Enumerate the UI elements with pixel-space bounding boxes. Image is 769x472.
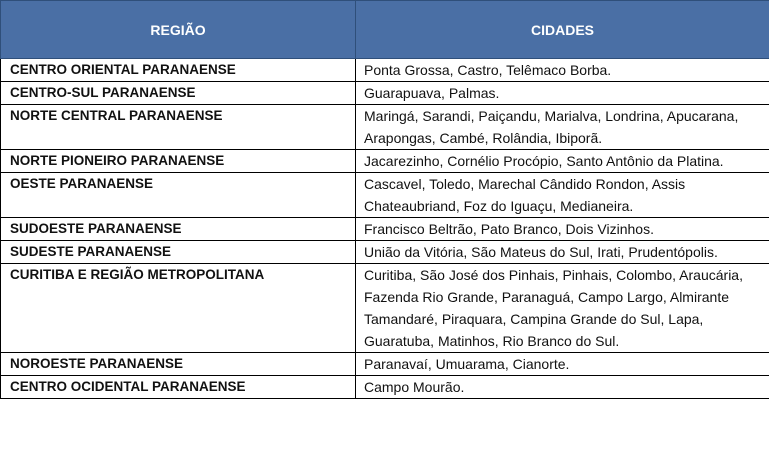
region-cell: NORTE PIONEIRO PARANAENSE	[1, 150, 356, 173]
header-row	[1, 1, 769, 59]
table-row	[1, 59, 769, 82]
region-cell: SUDOESTE PARANAENSE	[1, 218, 356, 241]
cities-cell: Guarapuava, Palmas.	[356, 82, 769, 105]
cities-cell: Campo Mourão.	[356, 376, 769, 399]
table-row	[1, 150, 769, 173]
cities-cell: Curitiba, São José dos Pinhais, Pinhais, Colombo, Araucária, Fazenda Rio Grande, Paranaguá, Campo Largo, Almirante Tamandaré, Piraquara, Campina Grande do Sul, Lapa, Guaratuba, Matinhos, Rio Branco do Sul.	[356, 264, 769, 353]
region-cell: SUDESTE PARANAENSE	[1, 241, 356, 264]
cities-cell: Francisco Beltrão, Pato Branco, Dois Vizinhos.	[356, 218, 769, 241]
region-cell: OESTE PARANAENSE	[1, 173, 356, 218]
table-row	[1, 264, 769, 353]
cities-cell: Ponta Grossa, Castro, Telêmaco Borba.	[356, 59, 769, 82]
table-row	[1, 173, 769, 218]
table-header	[1, 1, 769, 59]
table-row	[1, 241, 769, 264]
header-cities: CIDADES	[356, 1, 769, 59]
cities-cell: União da Vitória, São Mateus do Sul, Irati, Prudentópolis.	[356, 241, 769, 264]
table-row	[1, 353, 769, 376]
table-row	[1, 105, 769, 150]
region-cell: CENTRO ORIENTAL PARANAENSE	[1, 59, 356, 82]
region-cell: NOROESTE PARANAENSE	[1, 353, 356, 376]
cities-cell: Paranavaí, Umuarama, Cianorte.	[356, 353, 769, 376]
header-region: REGIÃO	[1, 1, 356, 59]
table-row	[1, 82, 769, 105]
region-cell: CENTRO OCIDENTAL PARANAENSE	[1, 376, 356, 399]
cities-cell: Jacarezinho, Cornélio Procópio, Santo Antônio da Platina.	[356, 150, 769, 173]
table-row	[1, 218, 769, 241]
table-row	[1, 376, 769, 399]
region-cell: NORTE CENTRAL PARANAENSE	[1, 105, 356, 150]
region-cell: CENTRO-SUL PARANAENSE	[1, 82, 356, 105]
cities-cell: Maringá, Sarandi, Paiçandu, Marialva, Londrina, Apucarana, Arapongas, Cambé, Rolândia, Ibiporã.	[356, 105, 769, 150]
region-cell: CURITIBA E REGIÃO METROPOLITANA	[1, 264, 356, 353]
cities-cell: Cascavel, Toledo, Marechal Cândido Rondon, Assis Chateaubriand, Foz do Iguaçu, Medianeira.	[356, 173, 769, 218]
table-body	[1, 59, 769, 399]
